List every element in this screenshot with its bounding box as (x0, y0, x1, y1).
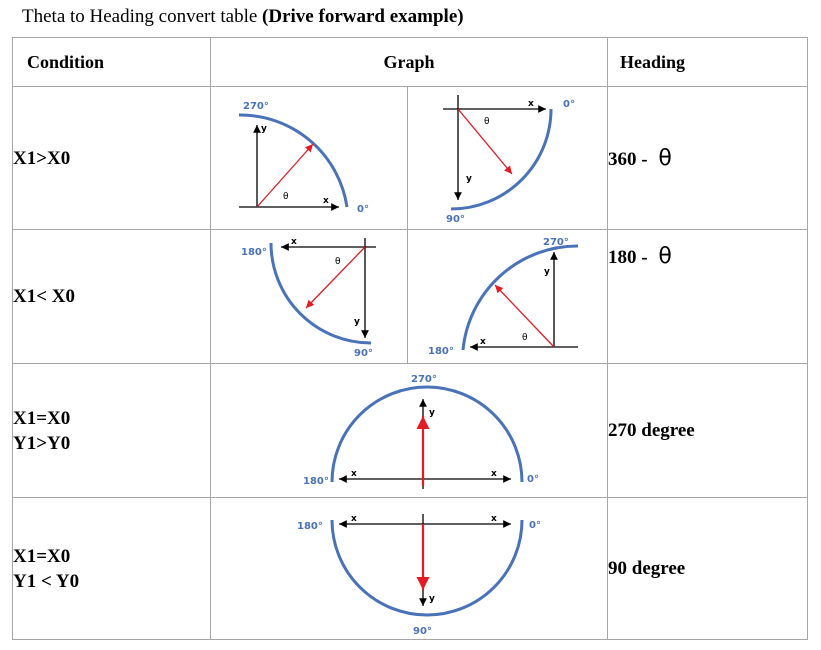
theta-symbol: θ (658, 145, 672, 171)
label-y: y (544, 267, 550, 277)
table-row (13, 230, 808, 364)
quadrant-graph-1a (211, 87, 407, 229)
title-prefix: Theta to Heading convert table (22, 6, 263, 27)
label-90: 90° (446, 214, 465, 225)
heading-cell (608, 87, 808, 230)
quadrant-graph-1b (408, 87, 607, 229)
condition-cell (13, 364, 211, 498)
label-y: y (466, 174, 472, 184)
convert-table (12, 37, 808, 640)
label-theta: θ (522, 333, 528, 343)
label-y: y (429, 594, 435, 604)
condition-cell (13, 230, 211, 364)
half-circle-graph-down (211, 498, 607, 639)
quadrant-graph-2a (211, 230, 407, 363)
arc (332, 387, 522, 482)
condition-line: Y1 < Y0 (13, 570, 80, 592)
heading-cell (608, 230, 808, 364)
label-x-right: x (491, 514, 497, 524)
arc (451, 109, 551, 209)
condition-line: X1=X0 (13, 545, 71, 567)
label-180: 180° (297, 521, 323, 532)
half-circle-graph-up (211, 364, 607, 497)
graph-cell (211, 498, 608, 640)
graph-cell (211, 364, 608, 498)
label-x-right: x (491, 469, 497, 479)
label-90: 90° (354, 348, 373, 359)
condition-cell (13, 87, 211, 230)
label-0: 0° (357, 204, 369, 215)
condition-line: Y1>Y0 (13, 432, 71, 454)
label-theta: θ (484, 117, 490, 127)
header-condition: Condition (13, 38, 211, 87)
label-0: 0° (563, 99, 575, 110)
label-270: 270° (411, 374, 437, 385)
header-row (13, 38, 808, 87)
label-y: y (354, 317, 360, 327)
heading-prefix: 360 - (608, 148, 653, 170)
label-0: 0° (529, 520, 541, 531)
heading-cell: 90 degree (608, 498, 808, 640)
label-180: 180° (428, 346, 454, 357)
label-90: 90° (413, 626, 432, 637)
label-x: x (480, 337, 486, 347)
label-0: 0° (527, 474, 539, 485)
label-180: 180° (303, 476, 329, 487)
condition-cell (13, 498, 211, 640)
label-x: x (323, 196, 329, 206)
table-row (13, 364, 808, 498)
graph-cell (211, 87, 408, 230)
label-y: y (429, 408, 435, 418)
header-heading: Heading (608, 38, 808, 87)
label-y: y (261, 124, 267, 134)
table-row (13, 87, 808, 230)
arc (332, 520, 522, 615)
condition-line: X1>X0 (13, 147, 71, 169)
label-270: 270° (543, 237, 569, 248)
label-x-left: x (351, 469, 357, 479)
heading-prefix: 180 - (608, 247, 653, 268)
graph-cell (408, 230, 608, 364)
label-theta: θ (335, 257, 341, 267)
page-title (22, 6, 464, 28)
theta-symbol: θ (658, 244, 672, 269)
condition-line: X1=X0 (13, 407, 71, 429)
label-theta: θ (283, 192, 289, 202)
condition-line: X1< X0 (13, 286, 76, 307)
arc (463, 246, 578, 350)
label-270: 270° (243, 101, 269, 112)
graph-cell (408, 87, 608, 230)
header-graph: Graph (211, 38, 608, 87)
title-bold: (Drive forward example) (262, 6, 464, 27)
heading-cell: 270 degree (608, 364, 808, 498)
quadrant-graph-2b (408, 230, 607, 363)
label-x: x (528, 99, 534, 109)
arc (239, 115, 347, 207)
label-180: 180° (241, 247, 267, 258)
graph-cell (211, 230, 408, 364)
label-x-left: x (351, 514, 357, 524)
table-row (13, 498, 808, 640)
label-x: x (291, 237, 297, 247)
